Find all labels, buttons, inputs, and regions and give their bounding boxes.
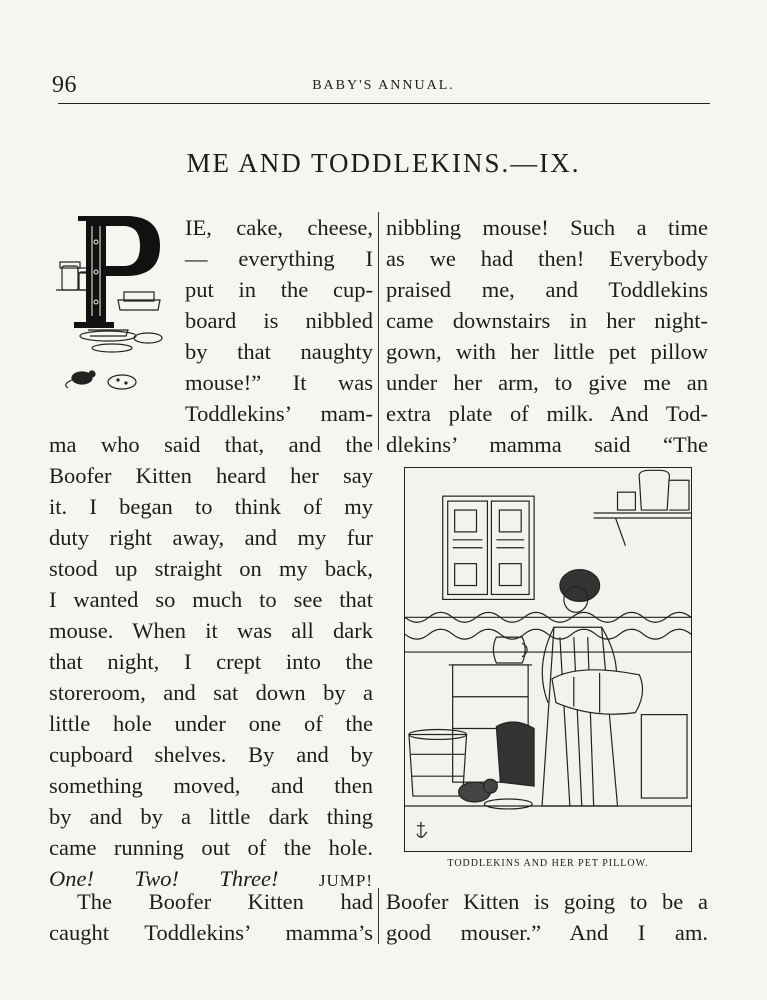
text-line: by and by a little dark thing xyxy=(49,804,373,829)
text-line: came running out of the hole. xyxy=(49,835,373,860)
text-line: — everything I xyxy=(185,246,373,271)
chapter-title: ME AND TODDLEKINS.—IX. xyxy=(186,148,581,178)
text-line: under her arm, to give me an xyxy=(386,370,708,395)
text-line: by that naughty xyxy=(185,339,373,364)
text-line: The Boofer Kitten had xyxy=(77,889,373,914)
exclamation-two: Two! xyxy=(134,866,179,891)
left-column-full xyxy=(49,429,373,894)
text-line: cupboard shelves. By and by xyxy=(49,742,373,767)
text-line: dlekins’ mamma said “The xyxy=(386,432,708,457)
left-column-indented xyxy=(185,212,373,429)
text-line: board is nibbled xyxy=(185,308,373,333)
text-line: that night, I crept into the xyxy=(49,649,373,674)
text-line: mouse!” It was xyxy=(185,370,373,395)
text-line: Toddlekins’ mam- xyxy=(185,401,373,426)
exclamation-one: One! xyxy=(49,866,94,891)
illustration-caption: TODDLEKINS AND HER PET PILLOW. xyxy=(447,858,649,869)
exclamation-jump: JUMP! xyxy=(318,871,374,890)
text-line: ma who said that, and the xyxy=(49,432,373,457)
text-line: Boofer Kitten is going to be a xyxy=(386,889,708,914)
text-line: caught Toddlekins’ mamma’s xyxy=(49,920,373,945)
text-line: good mouser.” And I am. xyxy=(386,920,708,945)
right-column xyxy=(386,212,708,460)
text-line: little hole under one of the xyxy=(49,711,373,736)
text-line: IE, cake, cheese, xyxy=(185,215,373,240)
column-divider-bottom xyxy=(378,888,379,944)
text-line: something moved, and then xyxy=(49,773,373,798)
header-rule xyxy=(58,103,710,104)
text-line: extra plate of milk. And Tod- xyxy=(386,401,708,426)
text-line: storeroom, and sat down by a xyxy=(49,680,373,705)
column-divider-top xyxy=(378,212,379,450)
text-line: gown, with her little pet pillow xyxy=(386,339,708,364)
text-line: came downstairs in her night- xyxy=(386,308,708,333)
text-line: as we had then! Everybody xyxy=(386,246,708,271)
running-title: BABY'S ANNUAL. xyxy=(312,78,455,93)
text-line: stood up straight on my back, xyxy=(49,556,373,581)
text-line: mouse. When it was all dark xyxy=(49,618,373,643)
text-line: nibbling mouse! Such a time xyxy=(386,215,708,240)
text-line: I wanted so much to see that xyxy=(49,587,373,612)
exclamation-three: Three! xyxy=(219,866,279,891)
drop-cap-illustration xyxy=(48,212,188,402)
text-line: it. I began to think of my xyxy=(49,494,373,519)
text-line: put in the cup- xyxy=(185,277,373,302)
text-line: Boofer Kitten heard her say xyxy=(49,463,373,488)
text-line: duty right away, and my fur xyxy=(49,525,373,550)
left-column-closing xyxy=(49,886,373,948)
engraving-illustration xyxy=(404,467,692,852)
text-line: praised me, and Toddlekins xyxy=(386,277,708,302)
right-column-closing xyxy=(386,886,708,948)
page-number: 96 xyxy=(52,72,77,98)
